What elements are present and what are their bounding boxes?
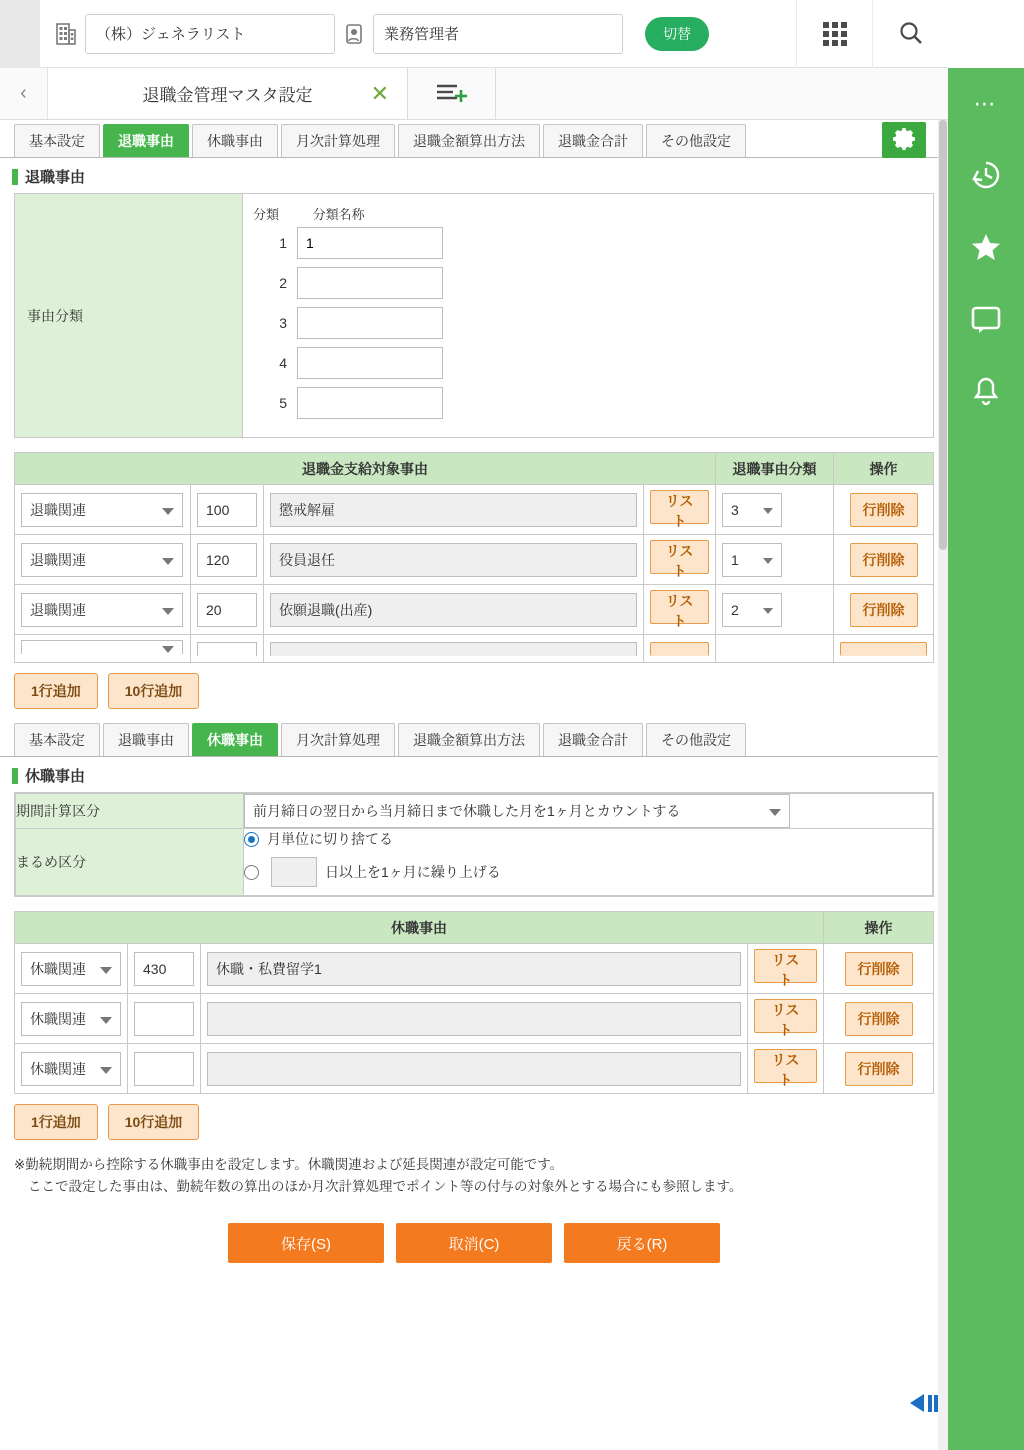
- company-input[interactable]: [85, 14, 335, 54]
- kyushoku-delete-button-2[interactable]: 行削除: [845, 1002, 913, 1036]
- section-marker-icon: [12, 169, 18, 185]
- table-row: [15, 485, 934, 535]
- category-row: [253, 307, 933, 339]
- tab-getsuji-keisan-top[interactable]: 月次計算処理: [281, 124, 395, 157]
- kyushoku-settings-table: [15, 793, 933, 896]
- collapse-rail-button[interactable]: [910, 1394, 938, 1412]
- category-rows: [243, 194, 933, 437]
- category-name-input-4[interactable]: [297, 347, 443, 379]
- reason-name-input-4[interactable]: [270, 642, 637, 656]
- rail-divider-icon: [934, 1395, 938, 1412]
- category-row-no: 2: [279, 275, 287, 291]
- category-row: [253, 267, 933, 299]
- more-dots-icon: ⋯: [973, 91, 999, 116]
- kyushoku-add-row-buttons: [14, 1094, 948, 1150]
- category-row-no: 4: [279, 355, 287, 371]
- save-button[interactable]: 保存(S): [228, 1223, 384, 1263]
- note-line-2: ここで設定した事由は、勤続年数の算出のほか月次計算処理でポイント等の付与の対象外とする場合にも参照します。: [28, 1178, 743, 1194]
- gear-icon: [890, 125, 918, 156]
- page-content: [0, 120, 948, 1450]
- kyushoku-note: [14, 1154, 934, 1197]
- tab-goukei-bottom[interactable]: 退職金合計: [543, 723, 643, 756]
- section-title-text: 休職事由: [25, 768, 86, 785]
- reason-type-select-1[interactable]: 退職関連: [21, 493, 183, 527]
- round-days-input[interactable]: [271, 857, 317, 887]
- category-row-no: 1: [279, 235, 287, 251]
- table-row: [15, 585, 934, 635]
- round-option-1[interactable]: [244, 829, 932, 849]
- arrow-left-icon: [910, 1394, 924, 1412]
- kyushoku-name-input-1[interactable]: [207, 952, 741, 986]
- rail-divider-icon: [928, 1395, 932, 1412]
- new-tab-button[interactable]: [408, 68, 496, 119]
- kyushoku-code-input-1[interactable]: [134, 952, 194, 986]
- tab-kyushoku-jiyu-top[interactable]: 休職事由: [192, 124, 278, 157]
- category-col-no: 分類: [253, 207, 280, 222]
- category-name-input-2[interactable]: [297, 267, 443, 299]
- category-panel: [14, 193, 934, 438]
- table-row-partial: [15, 635, 934, 663]
- header-category: 退職事由分類: [716, 453, 834, 485]
- header-action: 操作: [834, 453, 934, 485]
- right-rail: [948, 0, 1024, 1450]
- round-label: まるめ区分: [16, 829, 244, 896]
- radio-day-roundup[interactable]: [244, 865, 259, 880]
- kyushoku-type-select-1[interactable]: 休職関連: [21, 952, 121, 986]
- category-row: [253, 347, 933, 379]
- kyushoku-code-input-3[interactable]: [134, 1052, 194, 1086]
- reason-list-button-2[interactable]: リスト: [650, 540, 709, 574]
- category-row: [253, 227, 933, 259]
- tab-taishoku-jiyu-top[interactable]: 退職事由: [103, 124, 189, 157]
- kyushoku-code-input-2[interactable]: [134, 1002, 194, 1036]
- tab-kyushoku-jiyu-bottom[interactable]: 休職事由: [192, 723, 278, 756]
- building-icon: [55, 22, 77, 46]
- category-row: [253, 387, 933, 419]
- top-left-corner: [0, 0, 40, 68]
- reason-list-button-3[interactable]: リスト: [650, 590, 709, 624]
- reason-code-input-2[interactable]: [197, 543, 257, 577]
- table-row: [15, 1044, 934, 1094]
- radio-month-truncate[interactable]: [244, 832, 259, 847]
- company-field-group: [55, 14, 335, 54]
- category-column-headers: [253, 204, 933, 223]
- kyushoku-name-input-2[interactable]: [207, 1002, 741, 1036]
- taishoku-reason-grid-wrap: [14, 452, 934, 663]
- reason-category-select-4[interactable]: [722, 642, 827, 656]
- reason-delete-button-1[interactable]: 行削除: [850, 493, 918, 527]
- add-tab-icon: [435, 81, 469, 106]
- role-field-group: [343, 14, 623, 54]
- reason-category-select-3[interactable]: 2: [722, 593, 782, 627]
- category-row-no: 5: [279, 395, 287, 411]
- table-row: [15, 994, 934, 1044]
- kyushoku-name-input-3[interactable]: [207, 1052, 741, 1086]
- person-icon: [343, 22, 365, 46]
- tab-goukei-top[interactable]: 退職金合計: [543, 124, 643, 157]
- add-ten-rows-button-taishoku[interactable]: 10行追加: [108, 673, 200, 709]
- grid-apps-icon: [823, 22, 847, 46]
- chevron-left-icon: ‹: [20, 82, 27, 104]
- reason-type-select-2[interactable]: 退職関連: [21, 543, 183, 577]
- taishoku-reason-grid: [14, 452, 934, 663]
- reason-list-button-1[interactable]: リスト: [650, 490, 709, 524]
- category-row-no: 3: [279, 315, 287, 331]
- table-header-row: [15, 453, 934, 485]
- kyushoku-reason-grid-wrap: [14, 911, 934, 1094]
- reason-category-select-2[interactable]: 1: [722, 543, 782, 577]
- rail-history-button[interactable]: [948, 140, 1024, 212]
- search-icon: [898, 20, 924, 49]
- reason-type-select-4[interactable]: [21, 640, 183, 654]
- role-input[interactable]: [373, 14, 623, 54]
- table-row: [15, 535, 934, 585]
- category-col-name: 分類名称: [312, 207, 365, 222]
- kyushoku-delete-button-1[interactable]: 行削除: [845, 952, 913, 986]
- reason-code-input-3[interactable]: [197, 593, 257, 627]
- reason-delete-button-2[interactable]: 行削除: [850, 543, 918, 577]
- period-row: [16, 794, 933, 829]
- reason-name-input-1[interactable]: [270, 493, 637, 527]
- kyushoku-list-button-3[interactable]: リスト: [754, 1049, 817, 1083]
- page-scrollbar[interactable]: [938, 120, 948, 1450]
- scrollbar-thumb[interactable]: [939, 120, 947, 550]
- rail-chat-button[interactable]: [948, 284, 1024, 356]
- window-tab-taishokukin[interactable]: [48, 68, 408, 119]
- header-reason: 退職金支給対象事由: [15, 453, 716, 485]
- apps-button[interactable]: [796, 0, 872, 68]
- rail-more-button[interactable]: [948, 68, 1024, 140]
- reason-delete-button-4[interactable]: [840, 642, 927, 656]
- window-tab-title: 退職金管理マスタ設定: [142, 86, 313, 105]
- category-name-input-1[interactable]: [297, 227, 443, 259]
- search-button[interactable]: [872, 0, 948, 68]
- tab-sonota-settei-top[interactable]: その他設定: [646, 124, 746, 157]
- kyushoku-settings-panel: [14, 792, 934, 897]
- tab-sansyutsu-houhou-top[interactable]: 退職金額算出方法: [398, 124, 540, 157]
- settings-gear-button[interactable]: [882, 122, 926, 158]
- tab-sansyutsu-houhou-bottom[interactable]: 退職金額算出方法: [398, 723, 540, 756]
- reason-name-input-3[interactable]: [270, 593, 637, 627]
- add-ten-rows-button-kyushoku[interactable]: 10行追加: [108, 1104, 200, 1140]
- kyushoku-reason-grid: [14, 911, 934, 1094]
- rail-notifications-button[interactable]: [948, 356, 1024, 428]
- add-one-row-button-taishoku[interactable]: 1行追加: [14, 673, 98, 709]
- header-kyushoku-reason: 休職事由: [15, 912, 824, 944]
- kyushoku-type-select-3[interactable]: 休職関連: [21, 1052, 121, 1086]
- reason-name-input-2[interactable]: [270, 543, 637, 577]
- reason-category-select-1[interactable]: 3: [722, 493, 782, 527]
- period-label: 期間計算区分: [16, 794, 244, 829]
- section-title-taishoku: [12, 166, 948, 187]
- reason-delete-button-3[interactable]: 行削除: [850, 593, 918, 627]
- switch-button[interactable]: 切替: [645, 17, 709, 51]
- section-title-kyushoku: [12, 765, 948, 786]
- cancel-button[interactable]: 取消(C): [396, 1223, 552, 1263]
- bell-icon: [969, 374, 1003, 411]
- window-tab-bar: [0, 68, 1024, 120]
- tab-kihon-settei-bottom[interactable]: 基本設定: [14, 723, 100, 756]
- category-label: 事由分類: [15, 194, 243, 437]
- tab-taishoku-jiyu-bottom[interactable]: 退職事由: [103, 723, 189, 756]
- kyushoku-list-button-2[interactable]: リスト: [754, 999, 817, 1033]
- reason-code-input-4[interactable]: [197, 642, 257, 656]
- round-row: [16, 829, 933, 896]
- reason-code-input-1[interactable]: [197, 493, 257, 527]
- chat-icon: [969, 302, 1003, 339]
- round-option-2-label: 日以上を1ヶ月に繰り上げる: [325, 864, 501, 880]
- settings-tabstrip-top: [0, 120, 948, 158]
- section-marker-icon: [12, 768, 18, 784]
- kyushoku-delete-button-3[interactable]: 行削除: [845, 1052, 913, 1086]
- close-icon[interactable]: ✕: [370, 80, 389, 106]
- tab-getsuji-keisan-bottom[interactable]: 月次計算処理: [281, 723, 395, 756]
- kyushoku-type-select-2[interactable]: 休職関連: [21, 1002, 121, 1036]
- star-icon: [969, 230, 1003, 267]
- reason-list-button-4[interactable]: [650, 642, 709, 656]
- prev-tab-button[interactable]: [0, 68, 48, 119]
- taishoku-add-row-buttons: [14, 663, 948, 719]
- settings-tabstrip-bottom: [0, 719, 948, 757]
- tab-sonota-settei-bottom[interactable]: その他設定: [646, 723, 746, 756]
- kyushoku-list-button-1[interactable]: リスト: [754, 949, 817, 983]
- period-select[interactable]: 前月締日の翌日から当月締日まで休職した月を1ヶ月とカウントする: [244, 794, 790, 828]
- section-title-text: 退職事由: [25, 169, 86, 186]
- footer-buttons: [0, 1223, 948, 1263]
- note-line-1: ※勤続期間から控除する休職事由を設定します。休職関連および延長関連が設定可能です。: [14, 1157, 564, 1172]
- round-option-1-label: 月単位に切り捨てる: [267, 831, 393, 847]
- table-header-row: [15, 912, 934, 944]
- rail-logout-slot: [948, 0, 1024, 68]
- back-button[interactable]: 戻る(R): [564, 1223, 720, 1263]
- tab-kihon-settei-top[interactable]: 基本設定: [14, 124, 100, 157]
- rail-favorites-button[interactable]: [948, 212, 1024, 284]
- top-bar: [0, 0, 1024, 68]
- add-one-row-button-kyushoku[interactable]: 1行追加: [14, 1104, 98, 1140]
- round-option-2[interactable]: [244, 857, 932, 887]
- category-name-input-3[interactable]: [297, 307, 443, 339]
- category-name-input-5[interactable]: [297, 387, 443, 419]
- header-kyushoku-action: 操作: [824, 912, 934, 944]
- reason-type-select-3[interactable]: 退職関連: [21, 593, 183, 627]
- history-icon: [969, 158, 1003, 195]
- table-row: [15, 944, 934, 994]
